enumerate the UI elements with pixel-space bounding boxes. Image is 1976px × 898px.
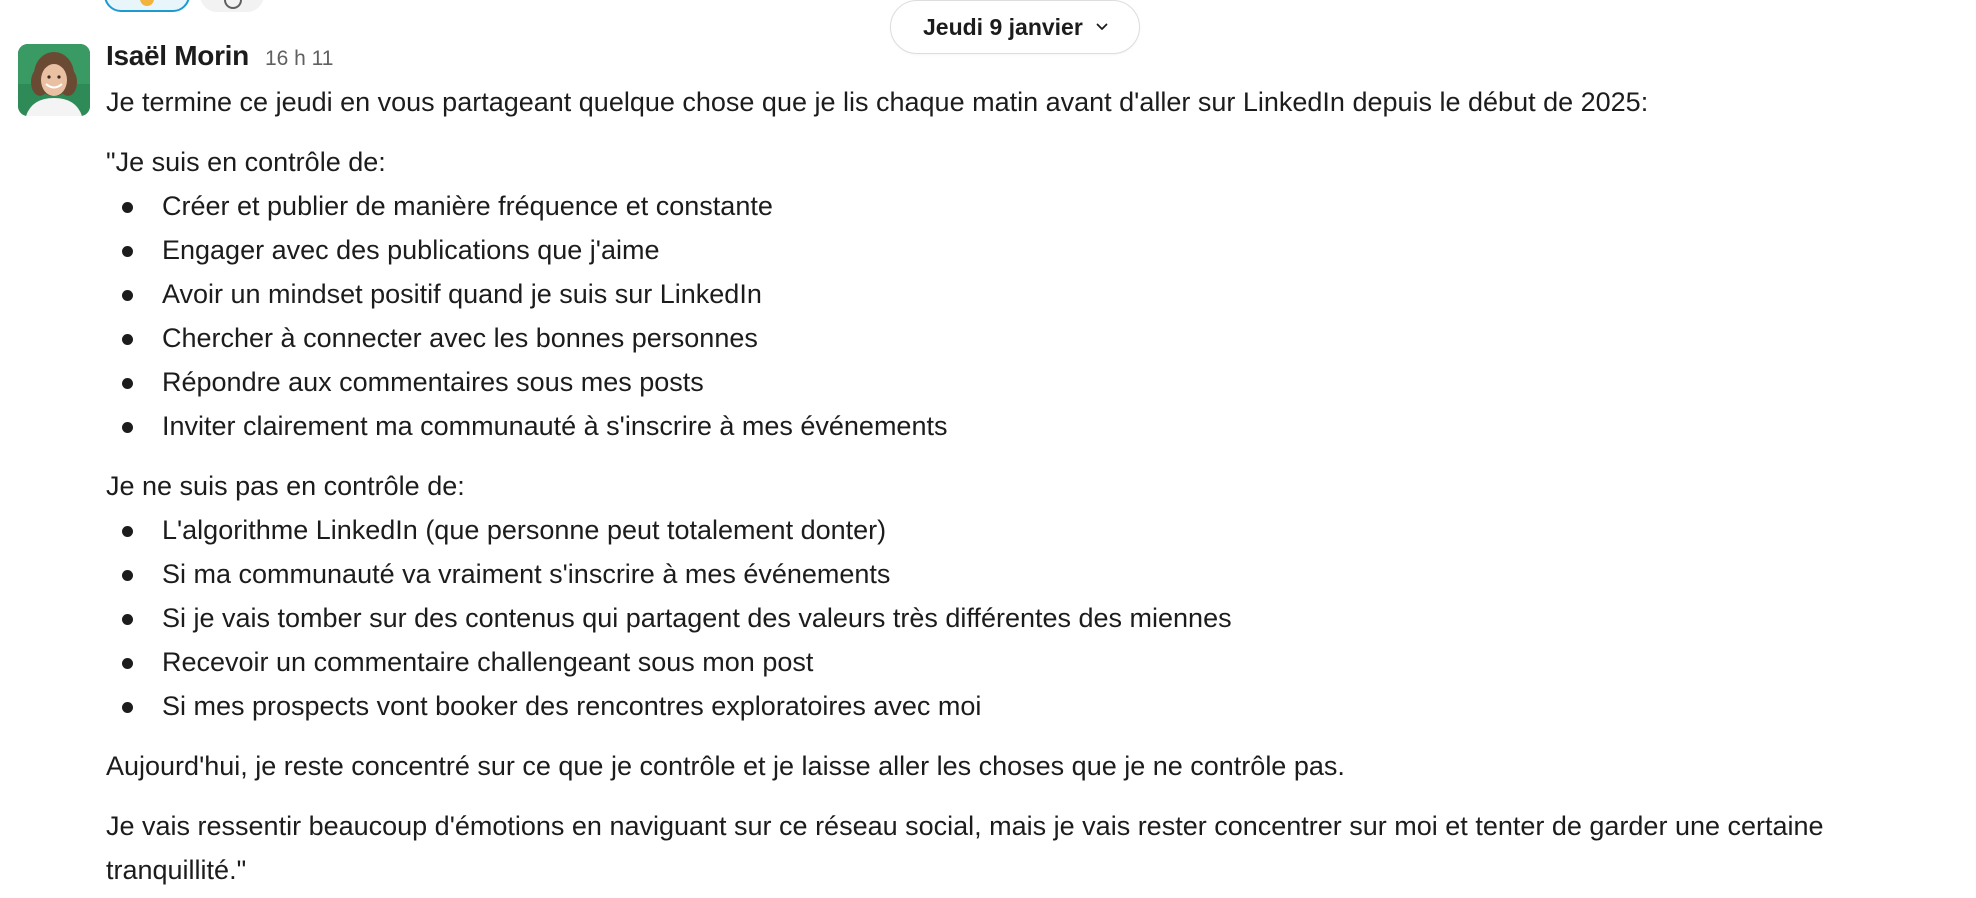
list-item: Recevoir un commentaire challengeant sous mon post [106,640,1966,684]
list-item: Engager avec des publications que j'aime [106,228,1966,272]
closing-text-2: Je vais ressentir beaucoup d'émotions en naviguant sur ce réseau social, mais je vais rester concentrer sur moi et tenter de garder une certaine tranquillité." [106,811,1824,885]
emoji-reaction-icon [140,0,154,6]
reaction-pill[interactable] [104,0,190,12]
message-body [106,80,1966,892]
list-item: L'algorithme LinkedIn (que personne peut totalement donter) [106,508,1966,552]
list-item: Si je vais tomber sur des contenus qui partagent des valeurs très différentes des miennes [106,596,1966,640]
sender-name[interactable]: Isaël Morin [106,40,249,71]
date-divider-label: Jeudi 9 janvier [923,13,1083,40]
list-item: Inviter clairement ma communauté à s'inscrire à mes événements [106,404,1966,448]
message-header [106,40,1966,80]
avatar[interactable] [18,44,90,116]
list-item: Si ma communauté va vraiment s'inscrire à mes événements [106,552,1966,596]
list-item: Si mes prospects vont booker des rencontres exploratoires avec moi [106,684,1966,728]
list-item: Créer et publier de manière fréquence et constante [106,184,1966,228]
no-control-heading: Je ne suis pas en contrôle de: [106,471,465,501]
chevron-down-icon [1095,20,1109,34]
add-reaction-button[interactable] [200,0,264,12]
message-timestamp[interactable]: 16 h 11 [264,47,334,70]
closing-text-1: Aujourd'hui, je reste concentré sur ce que je contrôle et je laisse aller les choses que je ne contrôle pas. [106,751,1345,781]
message [106,40,1966,892]
control-heading: "Je suis en contrôle de: [106,147,386,177]
add-reaction-icon [224,0,242,9]
reaction-bar [104,0,264,12]
list-item: Chercher à connecter avec les bonnes personnes [106,316,1966,360]
list-item: Répondre aux commentaires sous mes posts [106,360,1966,404]
control-list [106,184,1966,448]
no-control-list [106,508,1966,728]
list-item: Avoir un mindset positif quand je suis sur LinkedIn [106,272,1966,316]
intro-text: Je termine ce jeudi en vous partageant quelque chose que je lis chaque matin avant d'aller sur LinkedIn depuis le début de 2025: [106,87,1649,117]
